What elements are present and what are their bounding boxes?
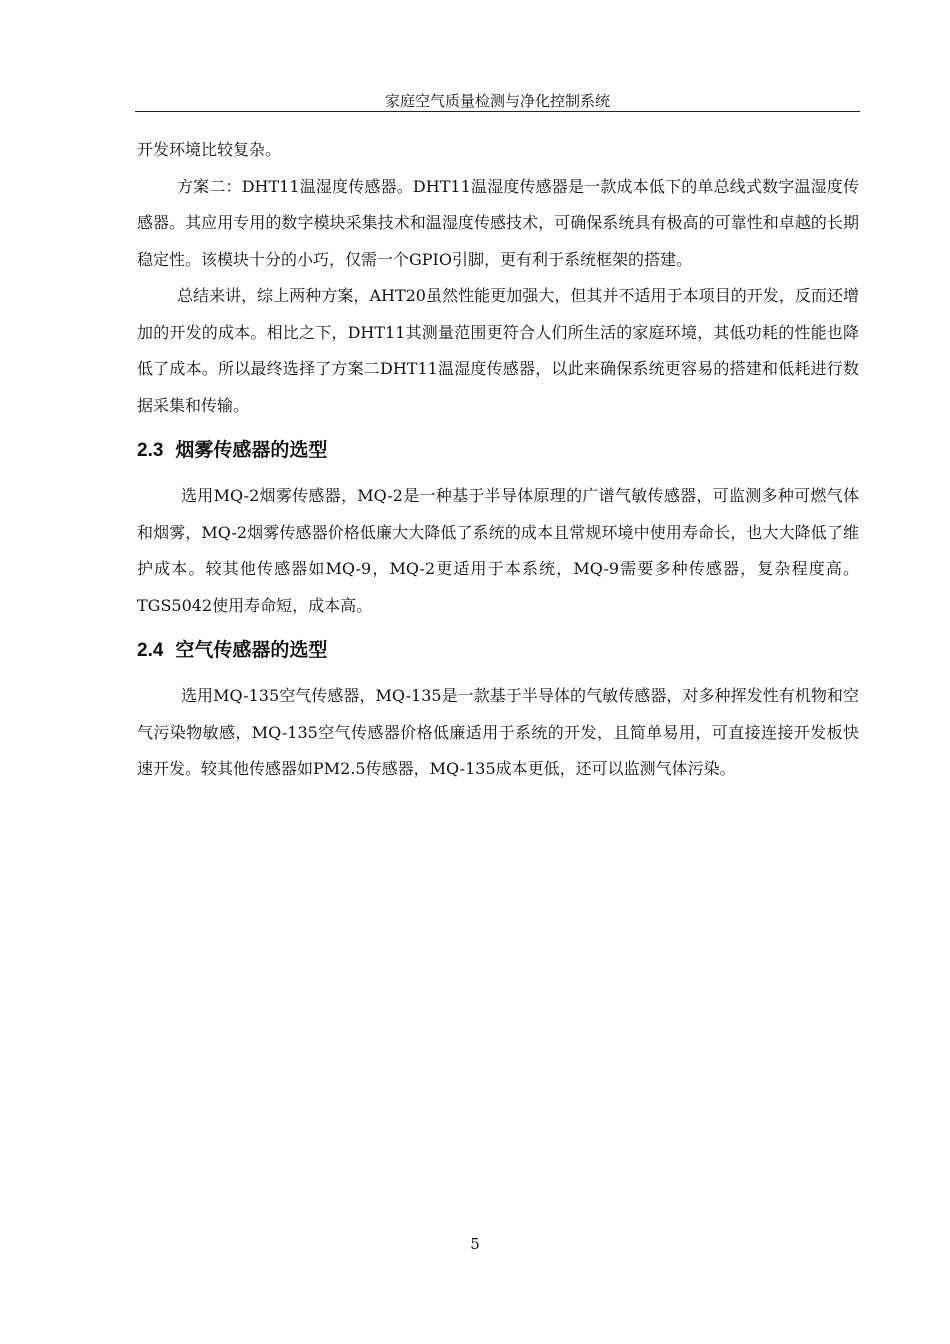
paragraph-plan-two: 方案二：DHT11温湿度传感器。DHT11温湿度传感器是一款成本低下的单总线式数字温湿度传感器。其应用专用的数字模块采集技术和温湿度传感技术，可确保系统具有极高的可靠性和卓越的长期稳定性。该模块十分的小巧，仅需一个GPIO引脚，更有利于系统框架的搭建。: [137, 176, 859, 269]
running-header: 家庭空气质量检测与净化控制系统: [384, 92, 610, 110]
section-title: 烟雾传感器的选型: [175, 440, 328, 461]
paragraph-summary: 总结来讲，综上两种方案，AHT20虽然性能更加强大，但其并不适用于本项目的开发，反而还增加的开发的成本。相比之下，DHT11其测量范围更符合人们所生活的家庭环境，其低功耗的性能也降低了成本。所以最终选择了方案二DHT11温湿度传感器，以此来确保系统更容易的搭建和低耗进行数据采集和传输。: [137, 286, 859, 415]
header-divider: [135, 111, 860, 112]
section-number: 2.4: [137, 640, 164, 661]
paragraph-smoke-sensor: 选用MQ-2烟雾传感器，MQ-2是一种基于半导体原理的广谱气敏传感器，可监测多种可燃气体和烟雾，MQ-2烟雾传感器价格低廉大大降低了系统的成本且常规环境中使用寿命长，也大大降低了维护成本。较其他传感器如MQ-9，MQ-2更适用于本系统，MQ-9需要多种传感器，复杂程度高。TGS5042使用寿命短，成本高。: [137, 486, 859, 615]
paragraph-continuation: 开发环境比较复杂。: [137, 140, 282, 159]
section-heading-2-3: [137, 438, 859, 464]
section-title: 空气传感器的选型: [175, 640, 328, 661]
document-body: [137, 132, 859, 788]
paragraph-air-sensor: 选用MQ-135空气传感器，MQ-135是一款基于半导体的气敏传感器，对多种挥发性有机物和空气污染物敏感，MQ-135空气传感器价格低廉适用于系统的开发，且简单易用，可直接连接开发板快速开发。较其他传感器如PM2.5传感器，MQ-135成本更低，还可以监测气体污染。: [137, 686, 859, 778]
section-heading-2-4: [137, 638, 859, 664]
page-number: 5: [470, 1235, 480, 1253]
section-number: 2.3: [137, 440, 164, 461]
